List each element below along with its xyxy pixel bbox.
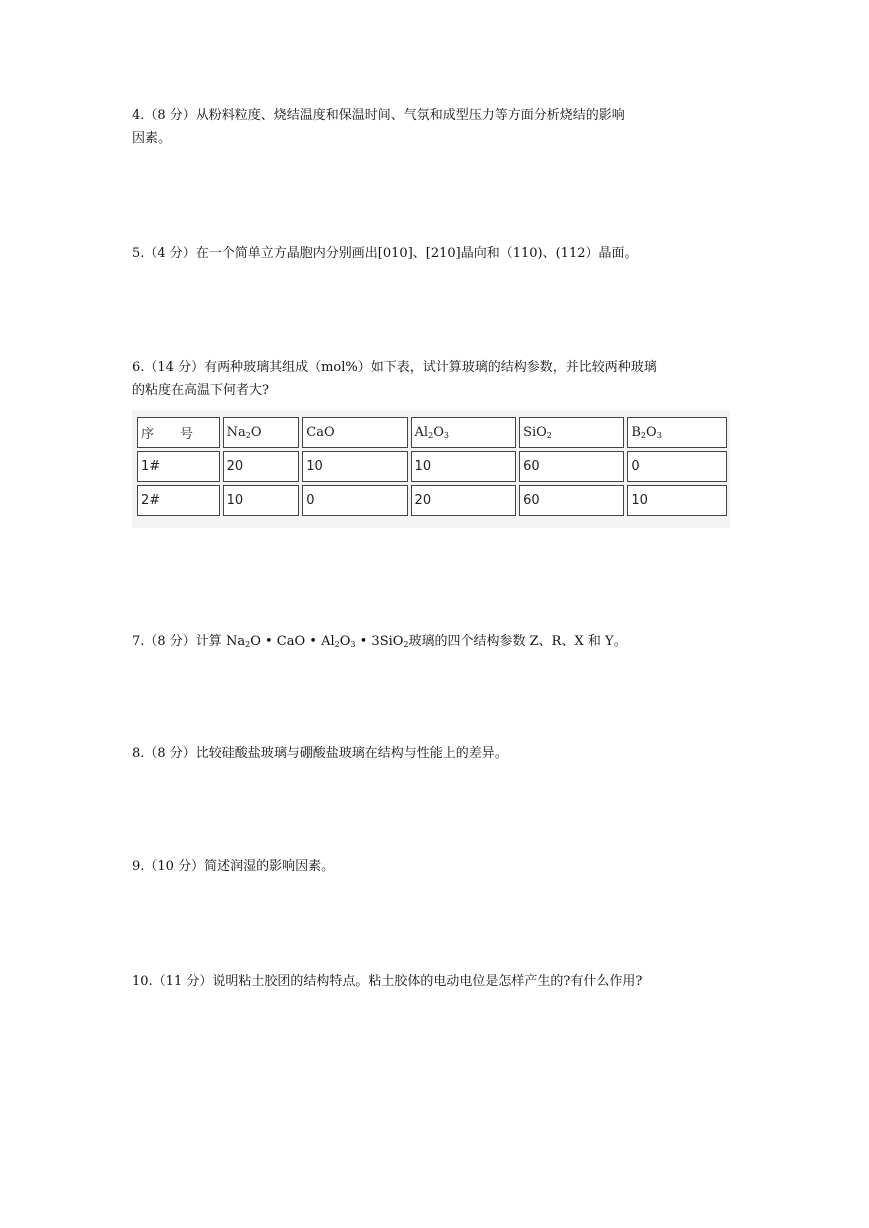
cell-na2o: 20 <box>223 451 300 482</box>
cell-b2o3: 10 <box>627 485 727 516</box>
question-6: 6.（14 分）有两种玻璃其组成（mol%）如下表，试计算玻璃的结构参数，并比较两种玻璃 的粘度在高温下何者大? <box>132 360 657 398</box>
question-4: 4.（8 分）从粉料粒度、烧结温度和保温时间、气氛和成型压力等方面分析烧结的影响 因素。 <box>132 108 625 146</box>
cell-na2o: 10 <box>223 485 300 516</box>
cell-sio2: 60 <box>519 485 624 516</box>
header-seq: 序 号 <box>137 417 220 448</box>
header-sio2: SiO$_2$ <box>519 417 624 448</box>
cell-sio2: 60 <box>519 451 624 482</box>
header-cao: CaO <box>302 417 407 448</box>
cell-id: 1# <box>137 451 220 482</box>
question-7: 7.（8 分）计算 $Na_2O$ • CaO • $Al_2O_3$ • 3SiO$_2$玻璃的四个结构参数 Z、R、X 和 Y。 <box>132 634 627 649</box>
table-row <box>137 485 727 516</box>
cell-cao: 10 <box>302 451 407 482</box>
composition-table-image <box>132 410 730 528</box>
cell-cao: 0 <box>302 485 407 516</box>
header-al2o3: $Al_2O_3$ <box>411 417 517 448</box>
header-na2o: $Na_2O$ <box>223 417 300 448</box>
question-5: 5.（4 分）在一个简单立方晶胞内分别画出[010]、[210]晶向和（110)、(112）晶面。 <box>132 246 638 261</box>
glass-composition-table <box>134 414 730 519</box>
question-10: 10.（11 分）说明粘土胶团的结构特点。粘土胶体的电动电位是怎样产生的?有什么作用? <box>132 974 643 989</box>
cell-al2o3: 20 <box>411 485 517 516</box>
header-b2o3: $B_2O_3$ <box>627 417 727 448</box>
question-9: 9.（10 分）简述润湿的影响因素。 <box>132 859 335 874</box>
cell-id: 2# <box>137 485 220 516</box>
cell-al2o3: 10 <box>411 451 517 482</box>
cell-b2o3: 0 <box>627 451 727 482</box>
table-row <box>137 451 727 482</box>
question-8: 8.（8 分）比较硅酸盐玻璃与硼酸盐玻璃在结构与性能上的差异。 <box>132 746 508 761</box>
table-header-row <box>137 417 727 448</box>
